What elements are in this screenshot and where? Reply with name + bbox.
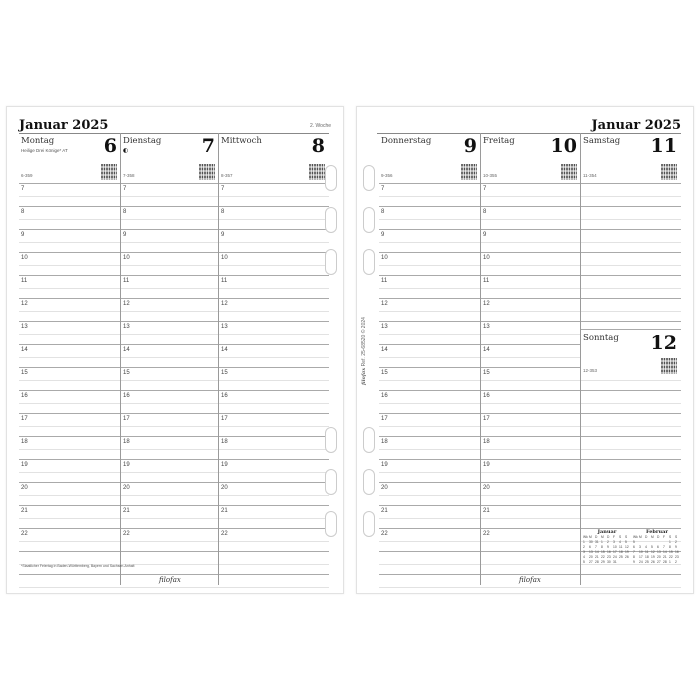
hour-label: 12 — [123, 301, 130, 307]
hour-label: 14 — [123, 347, 130, 353]
hour-slot[interactable] — [379, 183, 481, 207]
hour-label: 19 — [381, 462, 388, 468]
binder-hole — [325, 249, 337, 275]
day-name: Freitag — [483, 136, 515, 146]
hour-label: 16 — [21, 393, 28, 399]
day-number: 12 — [650, 332, 677, 354]
hour-slot[interactable] — [581, 390, 681, 414]
hour-label: 13 — [381, 324, 388, 330]
hour-label: 19 — [21, 462, 28, 468]
hour-slot[interactable] — [19, 436, 121, 460]
hour-label: 18 — [21, 439, 28, 445]
day-number: 11 — [650, 135, 677, 157]
hour-slot[interactable] — [379, 574, 481, 598]
hour-slot[interactable] — [581, 436, 681, 460]
day-number: 9 — [463, 135, 477, 157]
hour-slot[interactable] — [19, 482, 121, 506]
hour-slot[interactable] — [219, 390, 329, 414]
hour-label: 13 — [221, 324, 228, 330]
hour-slot[interactable] — [219, 505, 329, 529]
hour-slot[interactable] — [581, 183, 681, 207]
hour-slot[interactable] — [19, 505, 121, 529]
hour-slot[interactable] — [121, 528, 219, 552]
hour-label: 7 — [221, 186, 225, 192]
hour-label: 22 — [483, 531, 490, 537]
mini-calendar-januar: Januar Wk M D M D F S S 1 30 31 1 2 3 4 5 2 6 7 8 9 10 11 12 3 13 14 15 16 17 18 19 4 20 21 22 23 24 25 26 5 27 28 29 30 31 — [583, 529, 629, 564]
hour-slot[interactable] — [481, 229, 581, 253]
hour-label: 11 — [381, 278, 388, 284]
day-count: 9-356 — [381, 173, 393, 178]
day-number: 6 — [103, 135, 117, 157]
hour-slot[interactable] — [481, 275, 581, 299]
binder-hole — [363, 511, 375, 537]
binder-hole — [363, 165, 375, 191]
hour-slot[interactable] — [19, 183, 121, 207]
day-name: Mittwoch — [221, 136, 262, 146]
hour-slot[interactable] — [121, 367, 219, 391]
hour-slot[interactable] — [481, 298, 581, 322]
binder-hole — [325, 511, 337, 537]
qr-code-icon — [561, 164, 577, 180]
hour-slot[interactable] — [19, 321, 121, 345]
hour-slot[interactable] — [19, 528, 121, 552]
hour-label: 7 — [381, 186, 385, 192]
hour-label: 20 — [483, 485, 490, 491]
day-name: Montag — [21, 136, 55, 146]
right-page — [356, 106, 694, 594]
hour-label: 9 — [381, 232, 385, 238]
hour-slot[interactable] — [219, 551, 329, 575]
brand-logo: filofax — [159, 576, 181, 584]
hour-slot[interactable] — [219, 275, 329, 299]
hour-slot[interactable] — [121, 229, 219, 253]
hour-slot[interactable] — [121, 551, 219, 575]
hour-label: 10 — [123, 255, 130, 261]
hour-slot[interactable] — [581, 574, 681, 598]
hour-slot[interactable] — [19, 459, 121, 483]
hour-slot[interactable] — [219, 528, 329, 552]
month-title: Januar 2025 — [591, 118, 681, 133]
hour-slot[interactable] — [581, 298, 681, 322]
hour-label: 11 — [21, 278, 28, 284]
hour-slot[interactable] — [481, 413, 581, 437]
binder-hole — [325, 207, 337, 233]
hour-label: 18 — [381, 439, 388, 445]
hour-slot[interactable] — [121, 275, 219, 299]
hour-slot[interactable] — [481, 459, 581, 483]
hour-slot[interactable] — [219, 252, 329, 276]
hour-label: 10 — [221, 255, 228, 261]
binder-hole — [325, 165, 337, 191]
hour-slot[interactable] — [379, 551, 481, 575]
day-name: Dienstag — [123, 136, 162, 146]
day-count: 10-355 — [483, 173, 498, 178]
hour-label: 13 — [123, 324, 130, 330]
hour-label: 12 — [381, 301, 388, 307]
hour-slot[interactable] — [219, 436, 329, 460]
hour-slot[interactable] — [121, 390, 219, 414]
hour-slot[interactable] — [581, 413, 681, 437]
binder-hole — [363, 427, 375, 453]
hour-label: 20 — [221, 485, 228, 491]
sunday-block[interactable] — [581, 329, 681, 378]
hour-slot[interactable] — [121, 206, 219, 230]
hour-label: 18 — [221, 439, 228, 445]
hour-slot[interactable] — [481, 252, 581, 276]
hour-slot[interactable] — [19, 206, 121, 230]
hour-label: 7 — [21, 186, 25, 192]
hour-slot[interactable] — [19, 275, 121, 299]
hour-label: 19 — [221, 462, 228, 468]
hour-label: 13 — [21, 324, 28, 330]
day-name: Samstag — [583, 136, 621, 146]
day-column-monday[interactable] — [19, 133, 121, 585]
hour-slot[interactable] — [379, 321, 481, 345]
hour-label: 11 — [483, 278, 490, 284]
day-count: 8-357 — [221, 173, 233, 178]
hour-label: 9 — [483, 232, 487, 238]
hour-label: 9 — [21, 232, 25, 238]
hour-slot[interactable] — [581, 229, 681, 253]
day-number: 10 — [550, 135, 577, 157]
hour-label: 17 — [123, 416, 130, 422]
hour-slot[interactable] — [481, 505, 581, 529]
hour-label: 17 — [221, 416, 228, 422]
hour-slot[interactable] — [121, 183, 219, 207]
hour-slot[interactable] — [219, 229, 329, 253]
hour-label: 18 — [483, 439, 490, 445]
hour-slot[interactable] — [481, 482, 581, 506]
hour-label: 10 — [483, 255, 490, 261]
hour-label: 15 — [21, 370, 28, 376]
hour-slot[interactable] — [219, 183, 329, 207]
hour-slot[interactable] — [19, 344, 121, 368]
hour-label: 21 — [123, 508, 130, 514]
qr-code-icon — [101, 164, 117, 180]
hour-label: 15 — [381, 370, 388, 376]
hour-slot[interactable] — [219, 298, 329, 322]
hour-slot[interactable] — [219, 459, 329, 483]
hour-slot[interactable] — [19, 390, 121, 414]
hour-label: 19 — [123, 462, 130, 468]
hour-label: 8 — [221, 209, 225, 215]
hour-slot[interactable] — [379, 390, 481, 414]
day-column-friday[interactable] — [481, 133, 581, 585]
hour-slot[interactable] — [121, 413, 219, 437]
hour-label: 20 — [123, 485, 130, 491]
day-count: 12-353 — [583, 368, 598, 373]
hour-slot[interactable] — [19, 298, 121, 322]
hour-label: 9 — [123, 232, 127, 238]
hour-slot[interactable] — [121, 321, 219, 345]
day-count: 7-358 — [123, 173, 135, 178]
footnote: *Staatlicher Feiertag in Baden-Württemberg, Bayern und Sachsen-Anhalt — [21, 564, 135, 568]
hour-label: 18 — [123, 439, 130, 445]
hour-slot[interactable] — [19, 229, 121, 253]
day-name: Donnerstag — [381, 136, 432, 146]
hour-label: 17 — [483, 416, 490, 422]
hour-slot[interactable] — [481, 321, 581, 345]
hour-slot[interactable] — [581, 275, 681, 299]
hour-label: 17 — [381, 416, 388, 422]
day-name: Sonntag — [583, 333, 619, 343]
hour-label: 10 — [21, 255, 28, 261]
hour-slot[interactable] — [481, 436, 581, 460]
hour-label: 12 — [221, 301, 228, 307]
brand-logo: filofax — [519, 576, 541, 584]
hour-label: 14 — [21, 347, 28, 353]
hour-slot[interactable] — [19, 252, 121, 276]
hour-label: 22 — [381, 531, 388, 537]
hour-label: 22 — [221, 531, 228, 537]
hour-label: 14 — [381, 347, 388, 353]
day-column-tuesday[interactable] — [121, 133, 219, 585]
hour-label: 12 — [483, 301, 490, 307]
hour-slot[interactable] — [219, 413, 329, 437]
qr-code-icon — [661, 358, 677, 374]
hour-label: 21 — [483, 508, 490, 514]
hour-slot[interactable] — [19, 413, 121, 437]
hour-slot[interactable] — [481, 344, 581, 368]
hour-slot[interactable] — [581, 505, 681, 529]
hour-slot[interactable] — [121, 459, 219, 483]
hour-slot[interactable] — [379, 206, 481, 230]
hour-slot[interactable] — [219, 367, 329, 391]
hour-slot[interactable] — [581, 206, 681, 230]
hour-slot[interactable] — [581, 252, 681, 276]
holiday-label: Heilige Drei Könige* AT — [21, 148, 68, 153]
hour-label: 7 — [123, 186, 127, 192]
hour-slot[interactable] — [379, 482, 481, 506]
hour-label: 16 — [123, 393, 130, 399]
hour-label: 12 — [21, 301, 28, 307]
hour-slot[interactable] — [379, 367, 481, 391]
side-brand-label: filofax Ref. 25-68520 © 2024 — [361, 317, 367, 385]
hour-slot[interactable] — [379, 436, 481, 460]
hour-label: 9 — [221, 232, 225, 238]
qr-code-icon — [199, 164, 215, 180]
day-column-weekend[interactable] — [581, 133, 681, 585]
hour-label: 11 — [123, 278, 130, 284]
hour-label: 8 — [21, 209, 25, 215]
hour-label: 22 — [123, 531, 130, 537]
hour-slot[interactable] — [219, 482, 329, 506]
qr-code-icon — [461, 164, 477, 180]
hour-slot[interactable] — [121, 344, 219, 368]
hour-slot[interactable] — [121, 436, 219, 460]
binder-hole — [325, 469, 337, 495]
hour-label: 8 — [483, 209, 487, 215]
hour-slot[interactable] — [379, 252, 481, 276]
hour-slot[interactable] — [121, 505, 219, 529]
hour-label: 19 — [483, 462, 490, 468]
hour-label: 8 — [123, 209, 127, 215]
hour-label: 15 — [483, 370, 490, 376]
mini-calendar-februar: Februar Wk M D M D F S S 5 1 2 6 3 4 5 6 7 8 9 7 10 11 12 13 14 15 16 8 17 18 19 20 21 22 23 9 24 25 26 27 28 1 2 — [633, 529, 679, 564]
qr-code-icon — [661, 164, 677, 180]
hour-label: 14 — [221, 347, 228, 353]
binder-hole — [363, 207, 375, 233]
left-page — [6, 106, 344, 594]
hour-label: 7 — [483, 186, 487, 192]
hour-label: 14 — [483, 347, 490, 353]
hour-slot[interactable] — [121, 252, 219, 276]
hour-label: 15 — [221, 370, 228, 376]
hour-slot[interactable] — [379, 459, 481, 483]
hour-slot[interactable] — [379, 528, 481, 552]
hour-slot[interactable] — [19, 574, 121, 598]
hour-label: 20 — [21, 485, 28, 491]
hour-label: 11 — [221, 278, 228, 284]
hour-slot[interactable] — [121, 482, 219, 506]
hour-slot[interactable] — [379, 505, 481, 529]
hour-slot[interactable] — [481, 367, 581, 391]
hour-slot[interactable] — [379, 298, 481, 322]
hour-slot[interactable] — [379, 229, 481, 253]
moon-phase-icon: ◐ — [123, 147, 129, 154]
day-count: 11-354 — [583, 173, 597, 178]
hour-label: 21 — [221, 508, 228, 514]
day-column-wednesday[interactable] — [219, 133, 329, 585]
hour-slot[interactable] — [481, 206, 581, 230]
hour-slot[interactable] — [379, 413, 481, 437]
hour-slot[interactable] — [481, 390, 581, 414]
binder-hole — [363, 249, 375, 275]
binder-hole — [363, 469, 375, 495]
hour-slot[interactable] — [481, 551, 581, 575]
hour-label: 21 — [381, 508, 388, 514]
hour-label: 10 — [381, 255, 388, 261]
day-count: 6-359 — [21, 173, 33, 178]
hour-slot[interactable] — [121, 298, 219, 322]
day-column-thursday[interactable] — [379, 133, 481, 585]
binder-hole — [325, 427, 337, 453]
week-label: 2. Woche — [309, 123, 331, 129]
hour-slot[interactable] — [581, 459, 681, 483]
day-number: 7 — [201, 135, 215, 157]
hour-slot[interactable] — [581, 482, 681, 506]
hour-label: 16 — [483, 393, 490, 399]
day-number: 8 — [311, 135, 325, 157]
month-title: Januar 2025 — [19, 118, 109, 133]
hour-slot[interactable] — [481, 183, 581, 207]
hour-label: 22 — [21, 531, 28, 537]
hour-slot[interactable] — [219, 574, 329, 598]
hour-slot[interactable] — [219, 206, 329, 230]
hour-label: 8 — [381, 209, 385, 215]
hour-label: 15 — [123, 370, 130, 376]
hour-slot[interactable] — [379, 275, 481, 299]
hour-slot[interactable] — [379, 344, 481, 368]
hour-label: 16 — [381, 393, 388, 399]
hour-label: 16 — [221, 393, 228, 399]
hour-slot[interactable] — [219, 321, 329, 345]
hour-label: 13 — [483, 324, 490, 330]
hour-slot[interactable] — [481, 528, 581, 552]
hour-slot[interactable] — [219, 344, 329, 368]
hour-label: 21 — [21, 508, 28, 514]
hour-slot[interactable] — [19, 551, 121, 575]
hour-label: 17 — [21, 416, 28, 422]
hour-slot[interactable] — [19, 367, 121, 391]
qr-code-icon — [309, 164, 325, 180]
hour-label: 20 — [381, 485, 388, 491]
